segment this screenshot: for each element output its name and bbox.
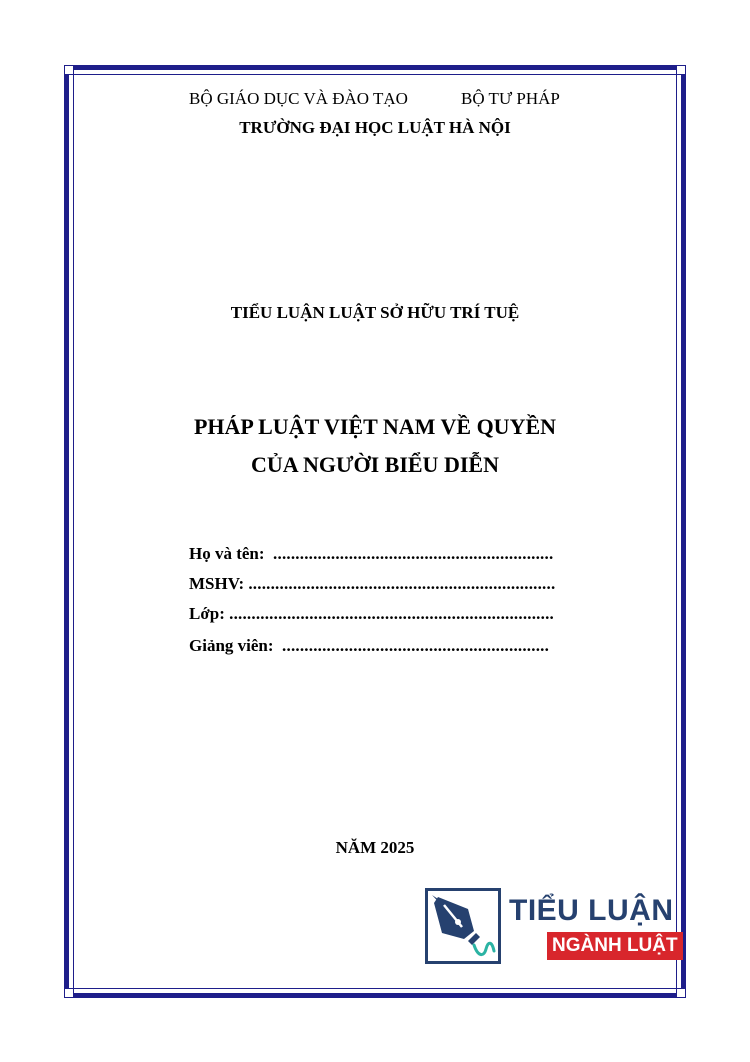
ministry-justice: BỘ TƯ PHÁP	[461, 89, 560, 108]
university-name: TRƯỜNG ĐẠI HỌC LUẬT HÀ NỘI	[239, 118, 511, 137]
essay-type: TIỂU LUẬN LUẬT SỞ HỮU TRÍ TUỆ	[230, 303, 520, 322]
border-corner	[64, 988, 74, 998]
field-class	[189, 604, 554, 624]
fountain-pen-icon	[425, 888, 501, 964]
brand-logo	[425, 888, 678, 966]
field-dots: .....................................................................	[248, 574, 556, 593]
border-corner	[676, 65, 686, 75]
field-student-id	[189, 574, 555, 594]
border-corner	[676, 988, 686, 998]
logo-top-text: TIỂU LUẬN	[509, 894, 674, 927]
field-full-name	[189, 544, 553, 564]
ministry-education: BỘ GIÁO DỤC VÀ ĐÀO TẠO	[189, 89, 408, 108]
field-dots: .........................................................................	[229, 604, 554, 623]
field-label: Lớp:	[189, 604, 225, 623]
title-line-1: PHÁP LUẬT VIỆT NAM VỀ QUYỀN	[193, 414, 557, 439]
logo-bottom-text: NGÀNH LUẬT	[547, 932, 683, 960]
field-label: MSHV:	[189, 574, 245, 593]
border-corner	[64, 65, 74, 75]
year: NĂM 2025	[335, 838, 415, 857]
field-dots: ............................................................	[282, 636, 550, 655]
title-line-2: CỦA NGƯỜI BIỂU DIỄN	[251, 452, 499, 477]
ministry-header	[0, 89, 750, 111]
field-lecturer	[189, 636, 549, 656]
field-label: Giảng viên:	[189, 636, 274, 655]
field-label: Họ và tên:	[189, 544, 265, 563]
field-dots: ...............................................................	[273, 544, 554, 563]
